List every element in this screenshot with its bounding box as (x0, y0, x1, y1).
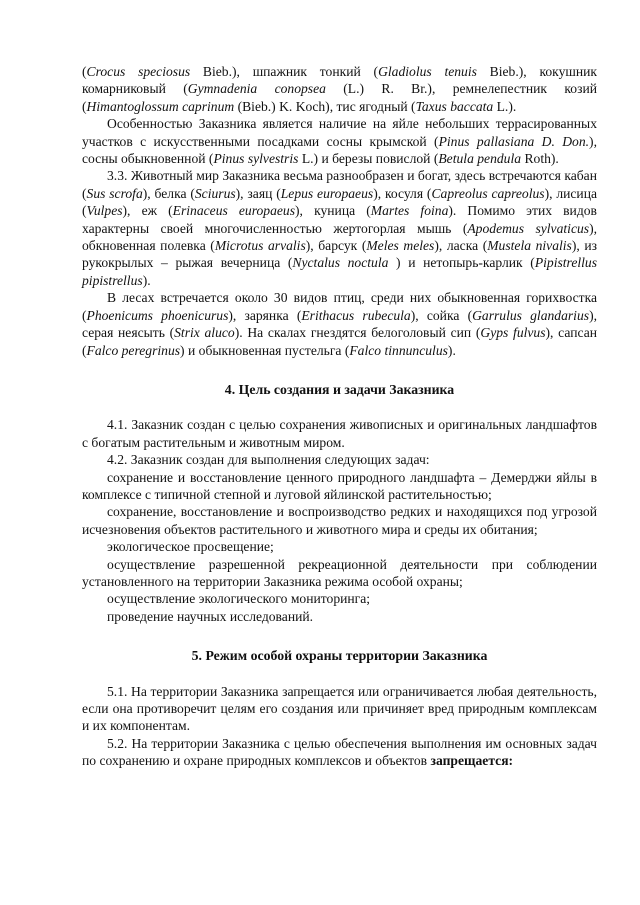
task-item: экологическое просвещение; (107, 539, 274, 555)
paragraph-5-1: 5.1. На территории Заказника запрещается или ограничивается любая деятельность, если она противоречит целям его создания или причиняет вред природным комплексам и их компонентам. (82, 683, 597, 734)
task-item: проведение научных исследований. (107, 608, 314, 624)
paragraph-plants-list: (Crocus speciosus Bieb.), шпажник тонкий (Gladiolus tenuis Bieb.), кокушник комарниковый (Gymnadenia conopsea (L.) R. Br.), ремнелепестник козий (Himantoglossum caprinum (Bieb.) K. Koch), тис ягодный (Taxus baccata L.). (82, 64, 598, 114)
section-4-heading: 4. Цель создания и задачи Заказника (224, 381, 455, 397)
task-item: осуществление разрешенной рекреационной деятельности при соблюдении установленного на территории Заказника режима особой охраны; (82, 556, 597, 589)
section-5-body (82, 683, 597, 770)
section-5-heading: 5. Режим особой охраны территории Заказника (191, 648, 488, 664)
paragraph-4-2: 4.2. Заказник создан для выполнения следующих задач: (107, 452, 430, 468)
task-item: сохранение и восстановление ценного природного ландшафта – Демерджи яйлы в комплексе с типичной степной и луговой яйлинской растительностью; (82, 469, 597, 502)
paragraph-pine-plantings: Особенностью Заказника является наличие на яйле небольших террасированных участков с искусственными посадками сосны крымской (Pinus pallasiana D. Don.), сосны обыкновенной (Pinus sylvestris L.) и березы повислой (Betula pendula Roth). (82, 116, 597, 167)
task-item: осуществление экологического мониторинга; (107, 591, 371, 607)
document-body (82, 63, 597, 770)
paragraph-fauna: 3.3. Животный мир Заказника весьма разнообразен и богат, здесь встречаются кабан (Sus scrofa), белка (Sciurus), заяц (Lepus europaeus), косуля (Capreolus capreolus), лисица (Vulpes), еж (Erinaceus europaeus), куница (Martes foina). Помимо этих видов характерны своей многочисленностью жертогорлая мышь (Apodemus sylvaticus), обкновенная полевка (Microtus arvalis), барсук (Meles meles), ласка (Mustela nivalis), из рукокрылых – рыжая вечерница (Nyctalus noctula ) и нетопырь-карлик (Pipistrellus pipistrellus). (82, 168, 598, 288)
paragraph-5-2: 5.2. На территории Заказника с целью обеспечения выполнения им основных задач по сохранению и охране природных комплексов и объектов запрещается: (82, 735, 597, 769)
paragraph-birds: В лесах встречается около 30 видов птиц, среди них обыкновенная горихвостка (Phoenicums phoenicurus), зарянка (Erithacus rubecula), сойка (Garrulus glandarius), серая неясыть (Strix aluco). На скалах гнездятся белоголовый сип (Gyps fulvus), сапсан (Falco peregrinus) и обыкновенная пустельга (Falco tinnunculus). (82, 290, 597, 358)
paragraph-4-1: 4.1. Заказник создан с целью сохранения живописных и оригинальных ландшафтов с богатым растительным и животным миром. (82, 417, 597, 450)
section-4-body (82, 416, 597, 625)
task-item: сохранение, восстановление и воспроизводство редких и находящихся под угрозой исчезновения объектов растительного и животного мира и среды их обитания; (82, 504, 597, 537)
